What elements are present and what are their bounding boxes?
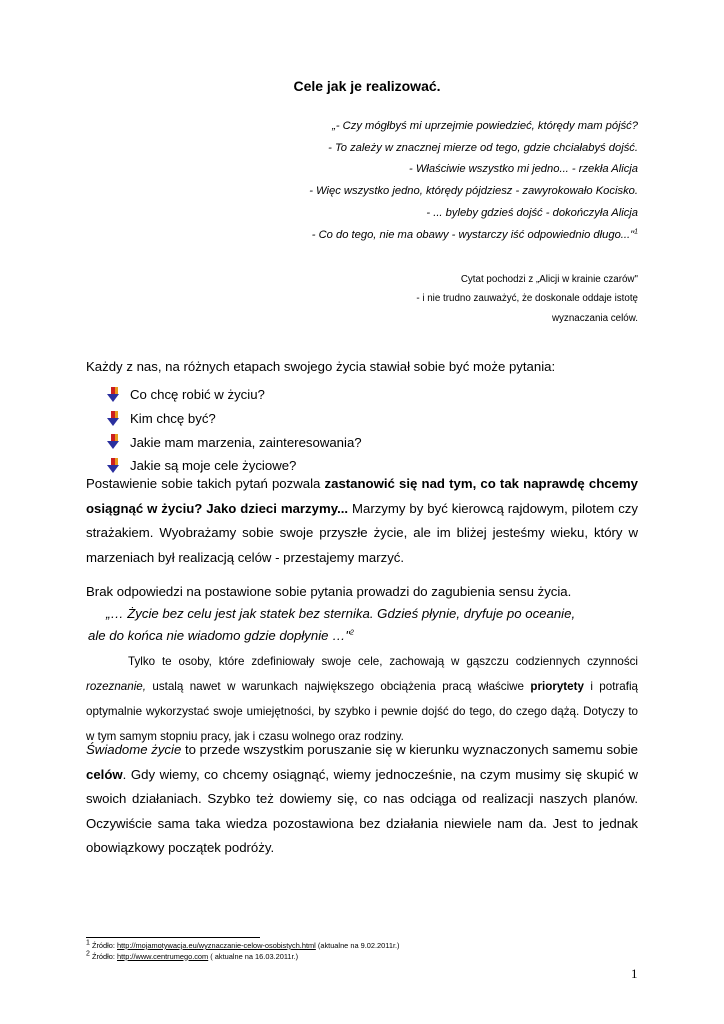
paragraph-text: to przede wszystkim poruszanie się w kierunku wyznaczonych samemu sobie bbox=[181, 742, 639, 757]
emphasis-text: priorytety bbox=[530, 680, 584, 693]
paragraph-text: Postawienie sobie takich pytań pozwala bbox=[86, 476, 325, 491]
attribution-line: - i nie trudno zauważyć, że doskonale oddaje istotę bbox=[416, 293, 638, 305]
page-title: Cele jak je realizować. bbox=[293, 78, 441, 94]
list-item-text: Co chcę robić w życiu? bbox=[130, 387, 265, 403]
quote-line: - Więc wszystko jedno, którędy pójdziesz - zawyrokowało Kocisko. bbox=[309, 185, 638, 198]
paragraph-text: i potrafią optymalnie wykorzystać swoje umiejętności, by szybko i pewnie dojść do tego, do czego dążą. Dotyczy to w tym samym stopniu pracy, jak i czasu wolnego oraz rodziny. bbox=[86, 680, 638, 743]
emphasis-text: celów bbox=[86, 766, 123, 782]
quote-line: - To zależy w znacznej mierze od tego, gdzie chciałabyś dojść. bbox=[328, 141, 638, 154]
footnote-text: ( aktualne na 16.03.2011r.) bbox=[208, 951, 299, 961]
footnote-number: 1 bbox=[86, 939, 90, 947]
list-item-text: Jakie mam marzenia, zainteresowania? bbox=[130, 434, 362, 450]
footnote-number: 2 bbox=[86, 950, 90, 958]
attribution-line: Cytat pochodzi z „Alicji w krainie czarów" bbox=[460, 274, 638, 285]
paragraph-priorities bbox=[86, 649, 638, 749]
quote-line-text: - Co do tego, nie ma obawy - wystarczy iść odpowiednio długo..." bbox=[311, 228, 635, 241]
arrow-bullet-icon bbox=[106, 434, 120, 450]
quote-line bbox=[118, 225, 638, 247]
paragraph-text: . Gdy wiemy, co chcemy osiągnąć, wiemy jednocześnie, na czym musimy się skupić w swoich działaniach. Szybko też dowiemy się, co nas odciąga od realizacji naszych planów. Oczywiście sama taka wiedza pozostawiona bez działania niewiele nam da. Jest to jednak obowiązkowy początek podróży. bbox=[86, 766, 638, 855]
quote-line: - ... byleby gdzieś dojść - dokończyła Alicja bbox=[426, 206, 638, 219]
footnote-separator bbox=[86, 937, 260, 938]
footnote-link[interactable]: http://mojamotywacja.eu/wyznaczanie-celow-osobistych.html bbox=[117, 941, 316, 950]
footnote-ref[interactable]: 2 bbox=[350, 629, 354, 637]
footnote-text: Źródło: bbox=[89, 951, 118, 961]
footnote-ref[interactable]: 1 bbox=[634, 227, 638, 235]
quote-line: - Właściwie wszystko mi jedno... - rzekła Alicja bbox=[409, 163, 638, 176]
footnote-text: Źródło: bbox=[89, 941, 118, 950]
quote-attribution bbox=[218, 270, 638, 328]
arrow-bullet-icon bbox=[106, 387, 120, 403]
footnotes bbox=[86, 941, 400, 962]
list-item bbox=[106, 430, 362, 454]
intro-text: Każdy z nas, na różnych etapach swojego życia stawiał sobie być może pytania: bbox=[86, 359, 556, 374]
footnote bbox=[86, 941, 400, 952]
arrow-bullet-icon bbox=[106, 411, 120, 427]
emphasis-text: Świadome życie bbox=[86, 742, 182, 757]
quote-line-text: ale do końca nie wiadomo gdzie dopłynie …" bbox=[88, 628, 350, 643]
paragraph-text: ustalą nawet w warunkach największego obciążenia pracą właściwe bbox=[145, 680, 531, 693]
list-item bbox=[106, 407, 362, 431]
quote-line: „… Życie bez celu jest jak statek bez sternika. Gdzieś płynie, dryfuje po oceanie, bbox=[106, 606, 576, 621]
footnote-link[interactable]: http://www.centrumego.com bbox=[117, 951, 209, 961]
paragraph-text: Marzymy by być kierowcą rajdowym, pilotem czy strażakiem. Wyobrażamy sobie swoje przyszłe życie, ale im bliżej jesteśmy wieku, który w marzeniach był realizacją celów - przestajemy marzyć. bbox=[86, 500, 638, 565]
attribution-line: wyznaczania celów. bbox=[551, 312, 638, 324]
paragraph-conscious-life bbox=[86, 738, 638, 861]
quote-line: „- Czy mógłbyś mi uprzejmie powiedzieć, którędy mam pójść? bbox=[332, 120, 638, 132]
paragraph-text: Tylko te osoby, które zdefiniowały swoje cele, zachowają w gąszczu codziennych czynności bbox=[128, 655, 638, 668]
epigraph-quote bbox=[118, 116, 638, 246]
quote-line bbox=[88, 625, 638, 647]
paragraph-meaning: Brak odpowiedzi na postawione sobie pytania prowadzi do zagubienia sensu życia. bbox=[86, 584, 572, 599]
footnote bbox=[86, 952, 400, 963]
paragraph-questions bbox=[86, 472, 638, 570]
list-item bbox=[106, 383, 362, 407]
sailor-quote bbox=[88, 603, 638, 647]
footnote-text: (aktualne na 9.02.2011r.) bbox=[315, 941, 400, 950]
list-item-text: Jakie są moje cele życiowe? bbox=[130, 458, 297, 474]
page-number: 1 bbox=[631, 966, 638, 981]
emphasis-text: rozeznanie, bbox=[86, 680, 146, 693]
emphasis-text: zastanowić się nad tym, co tak naprawdę chcemy osiągnąć w życiu? Jako dzieci marzymy... bbox=[86, 476, 638, 516]
list-item-text: Kim chcę być? bbox=[130, 411, 216, 427]
question-list bbox=[106, 383, 362, 478]
